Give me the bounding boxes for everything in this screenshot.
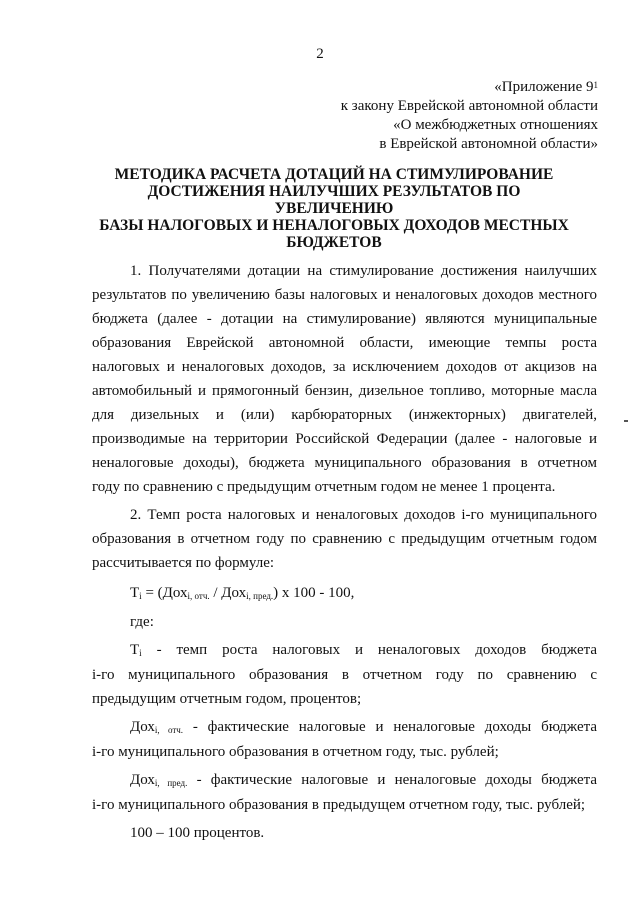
def-t-sub: i [139, 648, 142, 658]
formula-t-sub: i [139, 591, 142, 601]
def-pred-line [92, 768, 597, 793]
annex-superscript: 1 [593, 80, 598, 90]
p2-line: образования в отчетном году по сравнению с предыдущим отчетным годом [92, 531, 597, 547]
definition-otch [92, 715, 597, 764]
p1-line: производимые на территории Российской Федерации (далее - налоговые и [92, 431, 597, 447]
formula-part: ) х 100 - 100, [273, 585, 355, 601]
p1-line: результатов по увеличению базы налоговых и неналоговых доходов местного [92, 287, 597, 303]
p1-line: бюджета (далее - дотации на стимулирование) являются муниципальные [92, 311, 597, 327]
formula-sub-pred: i, пред. [246, 591, 274, 601]
def-otch-text: - фактические налоговые и неналоговые доходы бюджета [183, 719, 597, 735]
annex-title: «Приложение 9 [494, 79, 594, 95]
title-line-4: БЮДЖЕТОВ [286, 234, 382, 251]
paragraph-1 [92, 259, 597, 499]
title-line-3: БАЗЫ НАЛОГОВЫХ И НЕНАЛОГОВЫХ ДОХОДОВ МЕСТНЫХ [99, 217, 569, 234]
p1-line: налоговых и неналоговых доходов, за исключением доходов от акцизов на [92, 359, 597, 375]
def-pred-symbol: Дох [130, 772, 155, 788]
formula-t: T [130, 585, 140, 601]
paragraph-2 [92, 503, 597, 575]
formula [130, 581, 597, 606]
margin-mark [624, 420, 628, 422]
definition-t [92, 638, 597, 711]
p2-line: 2. Темп роста налоговых и неналоговых доходов i-го муниципального [130, 507, 597, 523]
def-otch-symbol: Дох [130, 719, 155, 735]
annex-line-2: к закону Еврейской автономной области [340, 98, 598, 114]
def-otch-line: i-го муниципального образования в отчетном году, тыс. рублей; [92, 744, 499, 760]
def-otch-sub: i, отч. [154, 725, 184, 735]
title-line-2: ДОСТИЖЕНИЯ НАИЛУЧШИХ РЕЗУЛЬТАТОВ ПО УВЕЛИЧЕНИЮ [147, 183, 521, 217]
annex-line-3: «О межбюджетных отношениях [393, 117, 598, 133]
formula-part: / Дох [209, 585, 247, 601]
title-line-1: МЕТОДИКА РАСЧЕТА ДОТАЦИЙ НА СТИМУЛИРОВАНИЕ [114, 166, 554, 183]
p2-line: рассчитывается по формуле: [92, 555, 275, 571]
def-t-line [92, 638, 597, 663]
where-label: где: [130, 614, 154, 630]
p1-line: для дизельных и (или) карбюраторных (инжекторных) двигателей, [92, 407, 597, 423]
p1-line: неналоговые доходы), бюджета муниципального образования в отчетном [92, 455, 597, 471]
def-pred-line: i-го муниципального образования в предыдущем отчетном году, тыс. рублей; [92, 797, 586, 813]
def-pred-sub: i, пред. [154, 778, 188, 788]
def-otch-line [92, 715, 597, 740]
annex-line-1 [341, 78, 598, 97]
document-title [92, 166, 576, 251]
def-t-line: i-го муниципального образования в отчетном году по сравнению с [92, 667, 597, 683]
p1-line: образования Еврейской автономной области, имеющие темпы роста [92, 335, 597, 351]
annex-header [341, 78, 598, 154]
def-t-text: - темп роста налоговых и неналоговых доходов бюджета [141, 642, 597, 658]
annex-line-4: в Еврейской автономной области» [379, 136, 598, 152]
formula-part: = (Дох [141, 585, 188, 601]
formula-sub-otch: i, отч. [187, 591, 210, 601]
hundred-line: 100 – 100 процентов. [130, 825, 265, 841]
p1-line: году по сравнению с предыдущим отчетным годом не менее 1 процента. [92, 479, 556, 495]
def-pred-text: - фактические налоговые и неналоговые доходы бюджета [187, 772, 598, 788]
p1-line: автомобильный и прямогонный бензин, дизельное топливо, моторные масла [92, 383, 597, 399]
page-number: 2 [316, 46, 324, 62]
p1-line: 1. Получателями дотации на стимулирование достижения наилучших [130, 263, 597, 279]
def-t-line: предыдущим отчетным годом, процентов; [92, 691, 362, 707]
def-t-symbol: T [130, 642, 140, 658]
definition-pred [92, 768, 597, 817]
document-body [92, 259, 597, 845]
